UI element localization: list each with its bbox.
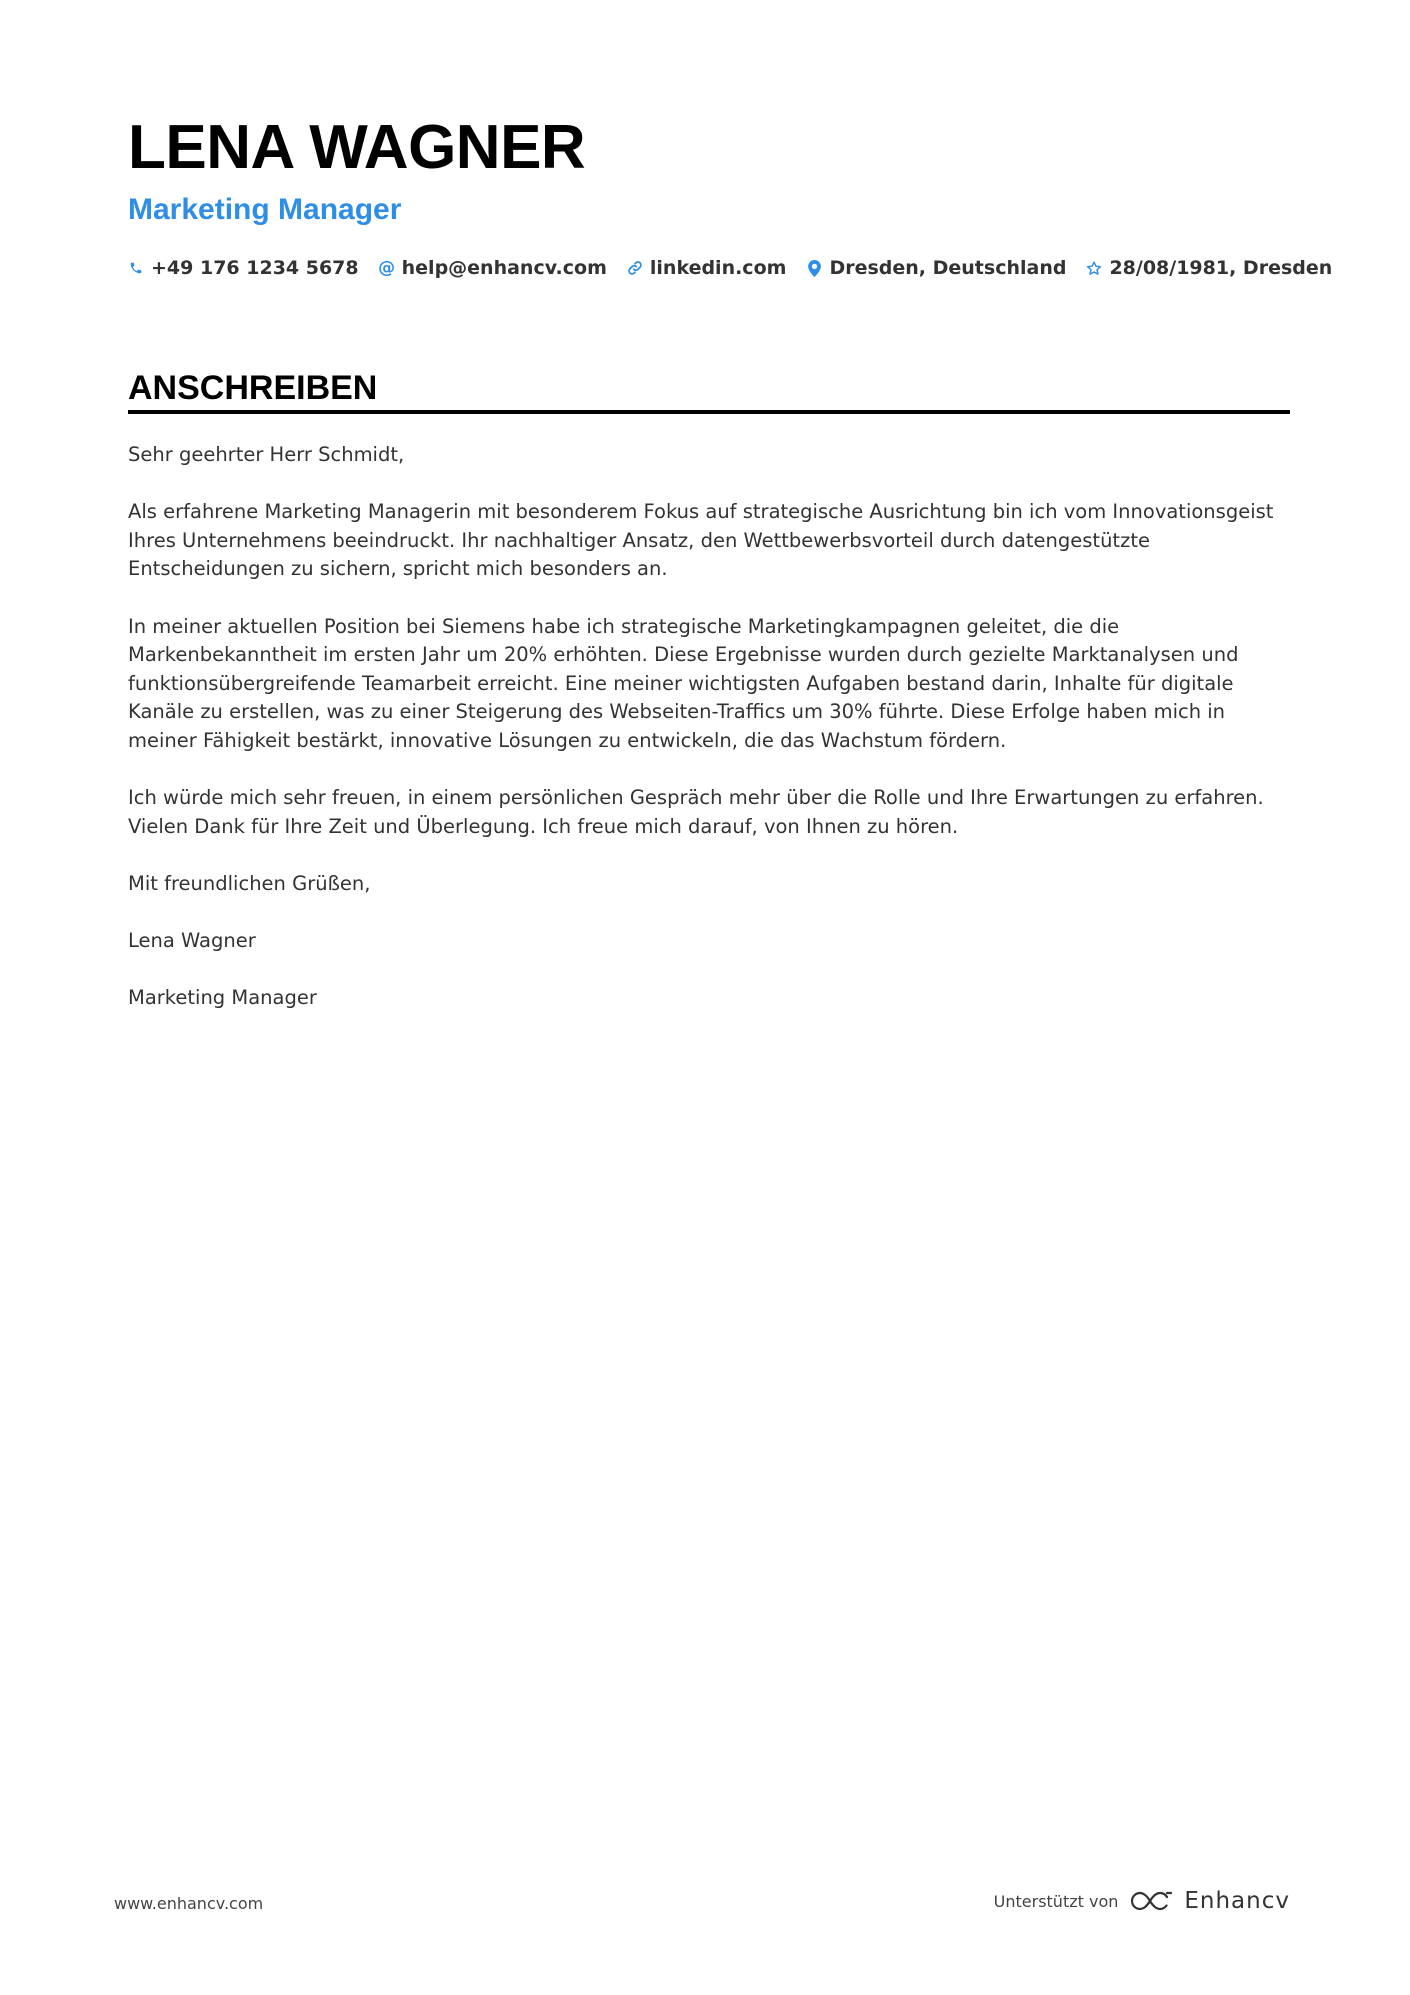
signature-name: Lena Wagner <box>128 929 256 953</box>
phone-icon <box>128 258 144 278</box>
powered-by-text: Unterstützt von <box>993 1891 1119 1911</box>
section-divider <box>128 410 1290 414</box>
star-icon <box>1086 258 1102 278</box>
at-icon: @ <box>378 258 396 278</box>
contact-phone[interactable] <box>128 257 359 279</box>
candidate-title: Marketing Manager <box>128 193 402 226</box>
letter-paragraph: Ich würde mich sehr freuen, in einem persönlichen Gespräch mehr über die Rolle und Ihre Erwartungen zu erfahren. Vielen Dank für Ihre Zeit und Überlegung. Ich freue mich darauf, von Ihnen zu hören. <box>128 786 1264 838</box>
letter-closing: Mit freundlichen Grüßen, <box>128 871 371 895</box>
contact-birth <box>1086 257 1332 279</box>
letter-paragraph: In meiner aktuellen Position bei Siemens habe ich strategische Marketingkampagnen geleitet, die die Markenbekanntheit im ersten Jahr um 20% erhöhten. Diese Ergebnisse wurden durch gezielte Marktanalysen und funktionsübergreifende Teamarbeit erreicht. Eine meiner wichtigsten Aufgaben bestand darin, Inhalte für digitale Kanäle zu erstellen, was zu einer Steigerung des Webseiten-Traffics um 30% führte. Diese Erfolge haben mich in meiner Fähigkeit bestärkt, innovative Lösungen zu entwickeln, die das Wachstum fördern. <box>128 614 1239 752</box>
contact-phone-text: +49 176 1234 5678 <box>151 257 359 279</box>
contact-linkedin-text: linkedin.com <box>649 257 787 279</box>
contact-linkedin[interactable] <box>627 257 787 279</box>
contact-location <box>806 257 1066 279</box>
footer-branding[interactable] <box>994 1884 1290 1918</box>
letter-salutation: Sehr geehrter Herr Schmidt, <box>128 443 405 466</box>
enhancv-logo-icon <box>1130 1889 1174 1913</box>
contact-birth-text: 28/08/1981, Dresden <box>1109 257 1333 279</box>
link-icon <box>627 258 643 278</box>
enhancv-logo-text: Enhancv <box>1184 1888 1290 1914</box>
letter-body <box>128 441 1290 1041</box>
section-title: ANSCHREIBEN <box>128 369 378 407</box>
contact-email[interactable] <box>379 257 607 279</box>
letter-paragraph: Als erfahrene Marketing Managerin mit besonderem Fokus auf strategische Ausrichtung bin ich vom Innovationsgeist Ihres Unternehmens beeindruckt. Ihr nachhaltiger Ansatz, den Wettbewerbsvorteil durch datengestützte Entscheidungen zu sichern, spricht mich besonders an. <box>128 500 1274 581</box>
signature-title: Marketing Manager <box>128 986 317 1010</box>
footer-website-link[interactable]: www.enhancv.com <box>114 1894 264 1913</box>
candidate-name: LENA WAGNER <box>128 113 586 182</box>
contact-location-text: Dresden, Deutschland <box>829 257 1067 279</box>
contact-email-text: help@enhancv.com <box>401 257 607 279</box>
location-icon <box>806 258 822 278</box>
contact-bar <box>128 252 1352 284</box>
